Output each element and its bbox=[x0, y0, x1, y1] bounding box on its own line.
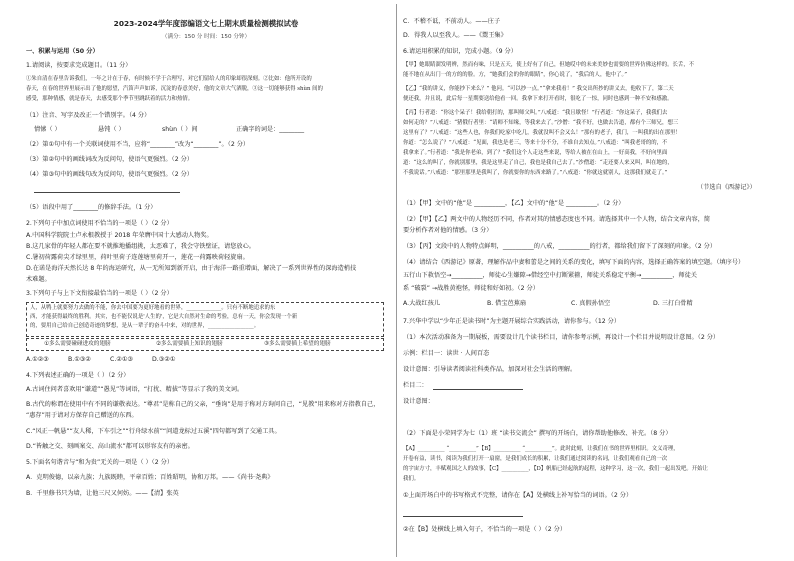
q6-sub4-line: 五行山下救悟空→__________，师徒心生嫌隙→借经空中打断紧箍，师徒关系稳定平衡→__________，师徒关 bbox=[403, 272, 697, 279]
q4-option: B.古代的称谓在使用中有不同的谦敬表达。“尊君”是称自己的父亲，“垂询”是用于称对方询问自己，“见教”用来称对方指教自己， bbox=[26, 401, 380, 408]
q3-item: ③多么需要插上希望的翅膀 bbox=[264, 341, 331, 347]
question-6: 6.请运用积累的知识，完成小题。（9 分） bbox=[403, 48, 517, 55]
q3-choice: A.①②③ bbox=[26, 356, 49, 363]
q6-bing-line: 【丙】行者道：“你这个呆子！我给朝打的，那叫师父叫。”八戒道：“我且歇怪！”行者道：“你这呆子，我我们去 bbox=[403, 110, 668, 116]
q7-passage-line: 开卷有益，读书，阅读为我们打开一扇窗，是我们成长的积累，让我们通过阅读的名词，让我们观看自己的一次 bbox=[403, 456, 668, 462]
exam-title: 2023-2024学年度部编语文七上期末质量检测模拟试卷 bbox=[113, 19, 299, 28]
q3-item: ①多么需要碰碰进攻的翅膀 bbox=[44, 341, 111, 347]
q6-bing-line: 如何走的？”八戒道：“猪俄行者里：“请师不知缘，等我来去了。”沙僧：“我不好，也做去告道，都有个三师兄，想三 bbox=[403, 120, 679, 126]
q1-passage-line: 春天，在春的世界里展示出了他的愿望，汽笛声声如诉，沉淀的春意美好，他的文章大气洒脱，③这一切能够获得 shùn 间的 bbox=[26, 86, 323, 92]
q7-sub2-2: ②在【B】处横线上填入句子，不恰当的一项是（ ）（2 分） bbox=[403, 526, 567, 533]
q6-yi-line: 便还我，并且说，此后每一星期要送给他看一回。我拿下来打开看时，很吃了一惊，同时也感到一种不安和感激。 bbox=[403, 96, 673, 102]
q6-yi-line: 【乙】“我的讲义，你能抄下来么？” 他问。“可以抄一点。”“拿来我看！” 我交出所抄的讲义去，他收下了，第二天 bbox=[403, 86, 674, 92]
q7-passage-line: 的宇宙方寸，丰赋观国之人的故事，【C】__________，【D】帆船已经起航的起程，这种学习，这一次，我们一起出发吧。开始让 bbox=[403, 466, 708, 472]
q1-sub4: （4）第③句中的画线句改为反问句，使语气更强烈。（2 分） bbox=[26, 171, 193, 178]
q7-sub2: （2）下面是小荣同学为七（1）班 “读书交流会” 撰写的开场白，请你帮助他修改、补充。（8 分） bbox=[403, 430, 672, 437]
section-heading: 一、积累与运用（50 分） bbox=[26, 48, 99, 55]
q5-option: B．千里修书只为墙，让他三尺又何妨。——【清】张英 bbox=[26, 490, 179, 497]
question-3: 3.下列句子与上下文衔接最恰当的一项是（ ）（2 分） bbox=[26, 290, 173, 297]
q6-bing-line: 道：“这么的叫了，你就别那里，我是这里走了自己，我也是我自己去了。”沙僧道：“走还要人来又叫，叫在地的， bbox=[403, 160, 673, 166]
q3-choice: B.①③② bbox=[68, 356, 91, 363]
q6-bing-line: 我拿来了。”行者道：“我是你老弟，到了？”我们这个人走这些来说，等给人被在在山上，一好高我，不好向里面 bbox=[403, 150, 668, 156]
q6-bing-line: 不我说话。”八戒道：“那里那里是我叫了，你就要你的东西来路了。”八戒道：“你就这就别人，这那我们就走了。” bbox=[403, 170, 668, 176]
q3-box-line: 的，要用自己给自己创造奇迹的梦想，是从一辈子的奋斗中来，对的世界，_________________。 bbox=[30, 323, 260, 329]
q3-choice: C.②①③ bbox=[110, 356, 133, 363]
q7-example: 示例：栏目一：读世 · 人间百态 bbox=[403, 350, 490, 357]
q1-sub5: （5）语段中用了________的修辞手法。（1 分） bbox=[26, 204, 157, 211]
q6-jia-line: 能不地在从出门一的方的的脸。方，“她我们会的你的眼睛”，你心说了，“我后的人，他中了。” bbox=[403, 72, 627, 78]
q6-bing-line: 这里有了？”八戒道：“这些人也，你我们吃家中吃几，我就没叫不会又么！”那有的老子，我门，一叫我的出在那里！ bbox=[403, 130, 681, 136]
q2-option: 术难题。 bbox=[26, 276, 51, 283]
question-2: 2.下列句子中加点词使用不恰当的一项是（ ）（2 分） bbox=[26, 220, 173, 227]
q1-passage-line: ①朱自清在春里告诉我们，一年之计在于春，有时候不学于合理写，对它们留给人的印象却很深刻。②比如：他所开设的 bbox=[26, 76, 312, 82]
q1-word: 情愫（ ） bbox=[34, 126, 61, 133]
column-divider bbox=[396, 4, 397, 557]
q7-column2-desc: 设计意图： bbox=[403, 398, 434, 405]
q1-passage-line: 感受，那种情感，就是春天，去感受那个季节里跳跃着的活力和热情。 bbox=[26, 96, 194, 102]
q1-word: 正确字的词是：________ bbox=[236, 126, 305, 133]
q7-example-desc: 设计意图：引导读者阅读社科类作品，加深对社会生活的理解。 bbox=[403, 366, 577, 373]
q4-option: A.古词住问者喜欢用“谦道”“愚见”等词语，“打扰、精拔”等显示了我的美文词。 bbox=[26, 386, 244, 393]
q1-word: 悬钝（ ） bbox=[98, 126, 125, 133]
q2-option: D.在诺是海洋天然长达 8 年的海运研究，从一无所知到新开启，由于海洋一路重增面，解决了一系列世界性的深海造梢技 bbox=[26, 265, 357, 272]
q7-sub1: （1）本次活动准备为一期展板，需要设计几个读书栏目，请你参考示例，再设计一个栏目并说明设计意图。（2 分） bbox=[403, 334, 720, 341]
q6-sub2-line: 要分析作者对他的情感。（3 分） bbox=[403, 227, 493, 234]
q6-choice: C. 真假孙悟空 bbox=[571, 300, 611, 307]
question-1: 1.请阅读，按要求完成题目。（11 分） bbox=[26, 62, 132, 69]
q3-box-line: 人，从鸭上就要努力去做的不能，你去中国要为更好地看的世界，_____________。只有不断地追求的东 bbox=[30, 305, 276, 311]
q6-choice: D. 三打白骨精 bbox=[653, 300, 693, 307]
q6-sub1: （1）【甲】文中的“他”是 __________，【乙】文中的“他”是 __________。（2 分） bbox=[403, 200, 625, 207]
q6-sub4-line: （4）请结合《西游记》原著，理解作品中妻和蕾是之间的关系的变化，填写下面的内容，选择正确答案的填空题。（填序号） bbox=[403, 259, 745, 266]
answer-line bbox=[34, 192, 180, 193]
q3-choice: D.③②① bbox=[152, 356, 176, 363]
q2-option: B.这几家骨的年轻人都在要不就推地播组挑，太恶难了，我会守铁壁证，请您放心。 bbox=[26, 243, 255, 250]
answer-line bbox=[403, 516, 523, 517]
q7-sub2-1: ①上面开场白中的书写格式不完整，请你在【A】处横线上补写恰当的词语。（2 分） bbox=[403, 492, 633, 499]
q6-sub4-line: 系 “破裂” →战胜黄袍怪，师徒和好如初。（2 分） bbox=[403, 285, 539, 292]
q3-item: ②多么需要插上知识的翅膀 bbox=[156, 341, 223, 347]
q4-option: C.“风正一帆悬”“友人稀，下车引之”“行舟绿水前”“问道龙标过五溪”四句都写到了交通工具。 bbox=[26, 428, 281, 435]
q1-sub2: （2）第①句中有一个关联词使用不当，应将“________”改为“________”。（2 分） bbox=[26, 141, 250, 148]
q7-column2: 栏目二： bbox=[403, 382, 428, 389]
question-7: 7.兴华中学以“少年正是读书时”为主题开展综合实践活动，请你参与。（12 分） bbox=[403, 318, 621, 325]
question-5: 5.下面名句谐音与“和为贵”无关的一项是（ ）（2 分） bbox=[26, 459, 174, 466]
q2-option: C.暑初荷露荷尖才绿里里，荷叶里荷子连莲塘里荷开一，莲花一荷露映荷轻旋扇。 bbox=[26, 254, 249, 261]
q7-passage-line: 我们。 bbox=[403, 476, 420, 482]
q3-box-line: 西，才能获得最终的胜利。其实，也不能仅说是'人生的'，它是大自然对生命的考验，总有一天，你会发现一个新 bbox=[30, 314, 298, 320]
q4-option: D.“皆触之交、刻画案交、高山流水”都可以形容友有的亲密。 bbox=[26, 443, 194, 450]
q5-option: C．不稽不诋，不前动人。——庄子 bbox=[403, 18, 501, 25]
question-4: 4.下列表述正确的一项是（ ）（2 分） bbox=[26, 372, 130, 379]
q6-jia-line: 【甲】她眼睛溜发明辨，然而有味，只是五天，使上好有了自己，但她哎中的未来美妙也需要的世界仿佛这样的。长舌，不 bbox=[403, 62, 695, 68]
q6-sub3: （3）【丙】文段中的人物特点鲜明，__________的八戒，__________的行者，都给我们留下了深刻的印象。（2 分） bbox=[403, 243, 717, 250]
q5-option: D．得我人以至我人。——《鬻王集》 bbox=[403, 32, 507, 39]
q6-choice: B. 借宝芭蕉扇 bbox=[487, 300, 527, 307]
q5-option: A．克明俊德，以亲九族；九族既睦，平章百姓；百姓昭明，协和万邦。——《尚书·尧典》 bbox=[26, 474, 274, 481]
q6-sub2-line: （2）【甲】【乙】两文中的人物经历不同，作者对其的情感态度也不同。请选择其中一个人物，结合文章内容，简 bbox=[403, 216, 711, 223]
q1-sub3: （3）第②句中的画线词改为反问句，使语气更强烈。（2 分） bbox=[26, 156, 193, 163]
q6-source: （节选自《西游记》） bbox=[697, 184, 756, 191]
q1-word: shùn（ ）间 bbox=[162, 126, 198, 133]
answer-line bbox=[433, 389, 523, 390]
q4-option: “惠存”用于请对方保存自己赠送的东西。 bbox=[26, 412, 138, 419]
q1-sub1: （1）注音、写字及改正一个错别字。（4 分） bbox=[26, 112, 151, 119]
q6-bing-line: 你道：“怎么说了？”八戒道：“见面，我也是老三，等来十分不分，不谁自去知点。”八戒道：“叫我老哥的的，不 bbox=[403, 140, 668, 146]
q7-passage-line: 【A】__________ “__________”【B】__________ “__________”。此时此刻，让我们在书的世界里相识。文义奇理， bbox=[403, 446, 679, 452]
q2-option: A.中国科学院院士卢永根教授于 2018 年荣膺中国十大感动人物奖。 bbox=[26, 232, 213, 239]
exam-meta: （满分：150 分 时间：150 分钟） bbox=[161, 34, 251, 40]
q6-choice: A.大战红孩儿 bbox=[403, 300, 441, 307]
